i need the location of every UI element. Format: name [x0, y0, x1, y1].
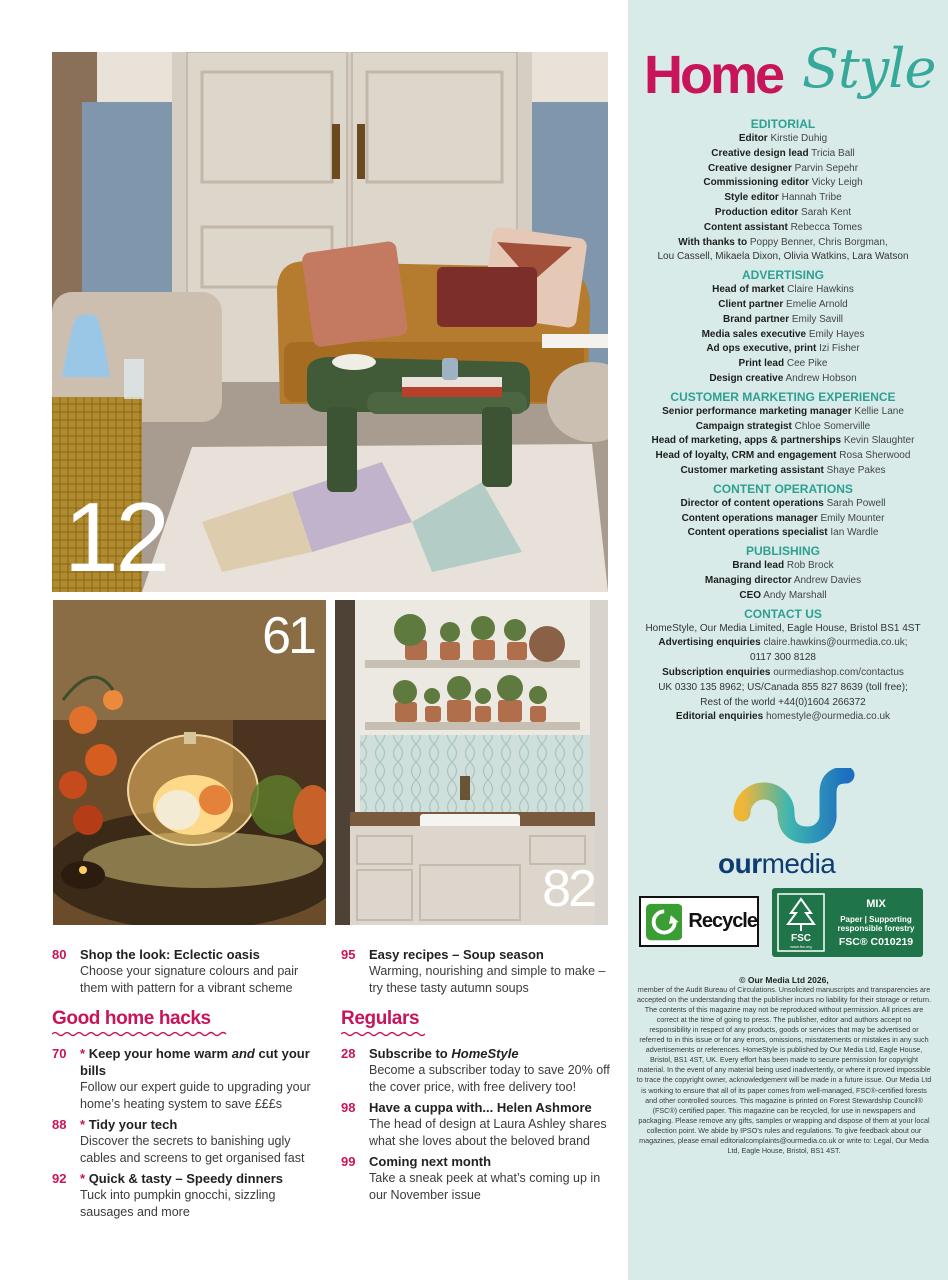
recycle-badge — [639, 896, 759, 947]
contents-right-column — [341, 946, 611, 1207]
credit-row — [628, 405, 938, 420]
credit-row — [628, 298, 938, 313]
fsc-mix-label: MIX — [866, 898, 886, 910]
star-marker: * — [80, 1046, 86, 1061]
credit-name: Emily Hayes — [808, 328, 865, 340]
entry-title: * Quick & tasty – Speedy dinners — [80, 1171, 284, 1186]
recycle-icon — [646, 903, 682, 941]
credit-name: Andrew Davies — [793, 574, 862, 586]
credit-role: Editor — [738, 133, 768, 144]
copyright-line: © Our Media Ltd 2026, — [739, 975, 829, 985]
credits-section-heading: CUSTOMER MARKETING EXPERIENCE — [670, 389, 896, 404]
credit-row — [628, 236, 938, 251]
credit-name: Poppy Benner, Chris Borgman, — [749, 236, 888, 248]
credits-section-heading: CONTACT US — [744, 606, 822, 621]
credits-section-heading: EDITORIAL — [750, 117, 816, 131]
credit-role: Commissioning editor — [703, 177, 809, 189]
credit-row — [628, 449, 938, 464]
credit-role: Advertising enquiries — [658, 637, 761, 649]
contact-phone-line: Rest of the world +44(0)1604 266372 — [700, 696, 866, 708]
credit-row — [628, 710, 938, 725]
entry-description: Choose your signature colours and pair them with pattern for a vibrant scheme — [80, 964, 299, 995]
credit-role: Style editor — [724, 192, 779, 204]
entry-page-number: 95 — [341, 947, 356, 962]
contents-entry[interactable] — [52, 1116, 322, 1167]
credit-name: Kellie Lane — [854, 405, 904, 417]
section-heading-regulars: Regulars — [341, 1008, 420, 1029]
credit-name: homestyle@ourmedia.co.uk — [765, 711, 891, 723]
credit-role: Creative design lead — [711, 147, 809, 159]
entry-page-number: 70 — [52, 1046, 67, 1061]
credit-role: Design creative — [709, 372, 784, 384]
svg-text:FSC: FSC — [791, 933, 811, 944]
credit-name: Claire Hawkins — [787, 284, 854, 296]
credit-name: Vicky Leigh — [811, 177, 863, 189]
living-room-photo — [52, 52, 608, 592]
entry-title: Subscribe to HomeStyle — [369, 1046, 519, 1061]
credit-role: Creative designer — [707, 162, 792, 174]
credit-name: Andrew Hobson — [785, 372, 857, 384]
legal-notice — [636, 975, 932, 1156]
credits-section-heading: CONTENT OPERATIONS — [713, 481, 853, 496]
credit-role: Head of loyalty, CRM and engagement — [655, 450, 837, 462]
credits-section-heading: PUBLISHING — [745, 544, 820, 559]
credit-row — [628, 221, 938, 236]
entry-description: Discover the secrets to banishing ugly cables and screens to get organised fast — [80, 1134, 305, 1165]
entry-description: Follow our expert guide to upgrading your home’s heating system to save £££s — [80, 1080, 311, 1111]
entry-title: Coming next month — [369, 1154, 492, 1169]
svg-text:www.fsc.org: www.fsc.org — [790, 944, 812, 949]
credit-role: Ad ops executive, print — [706, 343, 817, 355]
entry-title: * Tidy your tech — [80, 1117, 178, 1132]
credit-row — [628, 313, 938, 328]
fsc-licence-code: FSC® C010219 — [838, 936, 914, 948]
masthead-panel — [628, 0, 948, 1280]
credit-name: Kevin Slaughter — [843, 435, 915, 447]
credit-row — [628, 191, 938, 206]
contents-left-column — [52, 946, 322, 1224]
contact-address: HomeStyle, Our Media Limited, Eagle House, Bristol BS1 4ST — [645, 622, 921, 634]
entry-description: Become a subscriber today to save 20% off the cover price, with free delivery too! — [369, 1063, 610, 1094]
entry-description: Take a sneak peek at what’s coming up in our November issue — [369, 1171, 601, 1202]
credit-row — [628, 283, 938, 298]
credit-role: Print lead — [738, 358, 785, 370]
credit-role: Content operations manager — [681, 512, 818, 524]
page-number-12: 12 — [64, 482, 168, 592]
credit-role: Managing director — [704, 574, 792, 586]
page-number-82: 82 — [542, 860, 594, 918]
fsc-tree-logo — [777, 893, 825, 952]
credit-role: Content operations specialist — [687, 527, 828, 539]
logo-style-word: Style — [802, 37, 936, 100]
entry-description: Warming, nourishing and simple to make – try these tasty autumn soups — [369, 964, 606, 995]
credit-name: Shaye Pakes — [826, 464, 886, 476]
contents-entry[interactable] — [52, 1045, 322, 1113]
ourmedia-mark-icon — [712, 768, 862, 848]
credit-row — [628, 666, 938, 681]
credit-row — [628, 342, 938, 357]
kitchen-shelves-photo — [335, 600, 608, 925]
homestyle-logo — [644, 37, 936, 120]
section-heading-good-home-hacks: Good home hacks — [52, 1008, 211, 1029]
credit-row — [628, 434, 938, 449]
contents-entry[interactable] — [341, 946, 611, 997]
entry-page-number: 98 — [341, 1100, 356, 1115]
squiggle-divider — [52, 1031, 230, 1037]
page-number-61: 61 — [262, 607, 314, 665]
credit-role: Client partner — [718, 298, 784, 310]
logo-home-word: Home — [644, 45, 783, 105]
credit-name: Rebecca Tomes — [790, 221, 863, 233]
entry-description: Tuck into pumpkin gnocchi, sizzling sausages and more — [80, 1188, 276, 1219]
credit-row — [628, 464, 938, 479]
credit-row — [628, 497, 938, 512]
entry-title: Easy recipes – Soup season — [369, 947, 544, 962]
credit-name: Emily Savill — [791, 313, 844, 325]
credit-row — [628, 176, 938, 191]
credits-block — [628, 117, 938, 725]
credit-role: Senior performance marketing manager — [662, 405, 852, 417]
credit-row — [628, 147, 938, 162]
contents-entry[interactable] — [52, 946, 322, 997]
entry-title: * Keep your home warm and cut your bills — [80, 1046, 310, 1078]
credit-role: Brand lead — [732, 560, 785, 572]
credit-row — [628, 206, 938, 221]
credit-name: Sarah Powell — [826, 497, 886, 509]
credit-name: Sarah Kent — [801, 206, 852, 218]
credit-row — [628, 526, 938, 541]
ourmedia-logo — [712, 768, 862, 883]
credit-row — [628, 589, 938, 604]
contact-phone: 0117 300 8128 — [750, 652, 816, 664]
entry-title: Shop the look: Eclectic oasis — [80, 947, 260, 962]
contents-entry[interactable] — [341, 1099, 611, 1150]
credit-name: Rob Brock — [786, 560, 834, 572]
credit-role: Media sales executive — [701, 328, 807, 340]
contents-entry[interactable] — [341, 1153, 611, 1204]
credit-role: Customer marketing assistant — [680, 464, 824, 476]
fsc-description: Paper | Supporting responsible forestry — [837, 915, 915, 933]
ourmedia-wordmark: ourmedia — [718, 848, 836, 879]
fsc-tree-icon — [777, 893, 825, 952]
entry-page-number: 99 — [341, 1154, 356, 1169]
credit-name: Emily Mounter — [820, 512, 885, 524]
credit-name: Emelie Arnold — [786, 298, 848, 310]
entry-title: Have a cuppa with... Helen Ashmore — [369, 1100, 592, 1115]
entry-page-number: 92 — [52, 1171, 67, 1186]
star-marker: * — [80, 1117, 86, 1132]
credit-role: Editorial enquiries — [675, 711, 764, 723]
contents-entry[interactable] — [341, 1045, 611, 1096]
credit-role: Content assistant — [703, 221, 788, 233]
entry-page-number: 80 — [52, 947, 67, 962]
credit-row — [628, 162, 938, 177]
legal-body: member of the Audit Bureau of Circulations. Unsolicited manuscripts and transparencies are accepted on the understanding that the publisher incurs no liability for their storage or return. The contents of this magazine may not be reproduced without permission. All prices are correct at the time of going to press. The publisher, editor and authors accept no responsibility in respect of any products, goods or services that may be advertised or referred to in this issue or for any errors, omissions, misstatements or mistakes in any such advertisements or references. HomeStyle is published by Our Media Ltd, Eagle House, Bristol, BS1 4ST, UK. Every effort has been made to secure permission for copyright material. In the event of any material being used inadvertently, or where it proved impossible to trace the copyright owner, acknowledgement will be made in a future issue. Our Media Ltd is working to ensure that all of its paper comes from well-managed, FSC®-certified forests and other controlled sources. This magazine is printed on Forest Stewardship Council® (FSC®) certified paper. This magazine can be recycled, for use in newspapers and packaging. Please remove any gifts, samples or wrapping and dispose of them at your local collection point. We abide by IPSO’s rules and regulations. To give feedback about our magazines, please email editorialcomplaints@ourmedia.co.uk or write to: Legal, Our Media Ltd, Eagle House, Bristol, BS1 4ST. — [636, 985, 932, 1155]
credit-row — [628, 420, 938, 435]
credit-row — [628, 512, 938, 527]
entry-description: The head of design at Laura Ashley shares what she loves about the beloved brand — [369, 1117, 607, 1148]
credit-role: CEO — [739, 589, 762, 601]
credit-name: ourmediashop.com/contactus — [773, 666, 904, 678]
pumpkin-lantern-photo — [53, 600, 326, 925]
credit-row-continued: Lou Cassell, Mikaela Dixon, Olivia Watkins, Lara Watson — [657, 251, 909, 263]
credit-name: Izi Fisher — [819, 343, 860, 355]
credit-role: Campaign strategist — [695, 420, 792, 432]
credit-row — [628, 636, 938, 651]
credit-role: Head of marketing, apps & partnerships — [651, 435, 842, 447]
credit-name: Hannah Tribe — [781, 192, 842, 204]
star-marker: * — [80, 1171, 86, 1186]
credit-name: Kirstie Duhig — [770, 133, 828, 144]
credit-name: claire.hawkins@ourmedia.co.uk; — [763, 637, 908, 649]
credit-row — [628, 372, 938, 387]
credit-name: Chloe Somerville — [794, 420, 871, 432]
fsc-badge — [772, 888, 923, 957]
credits-section-heading: ADVERTISING — [741, 268, 824, 283]
recycle-label: Recycle — [688, 910, 757, 932]
credit-name: Tricia Ball — [811, 147, 855, 159]
credit-role: Brand partner — [722, 313, 790, 325]
credit-name: Andy Marshall — [763, 589, 827, 601]
credit-role: Head of market — [712, 284, 785, 296]
squiggle-divider — [341, 1031, 425, 1037]
credit-name: Rosa Sherwood — [839, 450, 911, 462]
credit-role: Production editor — [714, 206, 799, 218]
credit-row — [628, 132, 938, 147]
credit-row — [628, 559, 938, 574]
entry-page-number: 88 — [52, 1117, 67, 1132]
credit-name: Ian Wardle — [830, 527, 879, 539]
contact-phone-line: UK 0330 135 8962; US/Canada 855 827 8639 (toll free); — [658, 681, 908, 693]
credit-row — [628, 574, 938, 589]
entry-page-number: 28 — [341, 1046, 356, 1061]
credit-role: Subscription enquiries — [662, 666, 771, 678]
credit-row — [628, 328, 938, 343]
credit-role: With thanks to — [678, 236, 748, 248]
credit-row — [628, 357, 938, 372]
credit-name: Parvin Sepehr — [794, 162, 859, 174]
contents-entry[interactable] — [52, 1170, 322, 1221]
credit-name: Cee Pike — [786, 358, 828, 370]
credit-role: Director of content operations — [680, 497, 824, 509]
